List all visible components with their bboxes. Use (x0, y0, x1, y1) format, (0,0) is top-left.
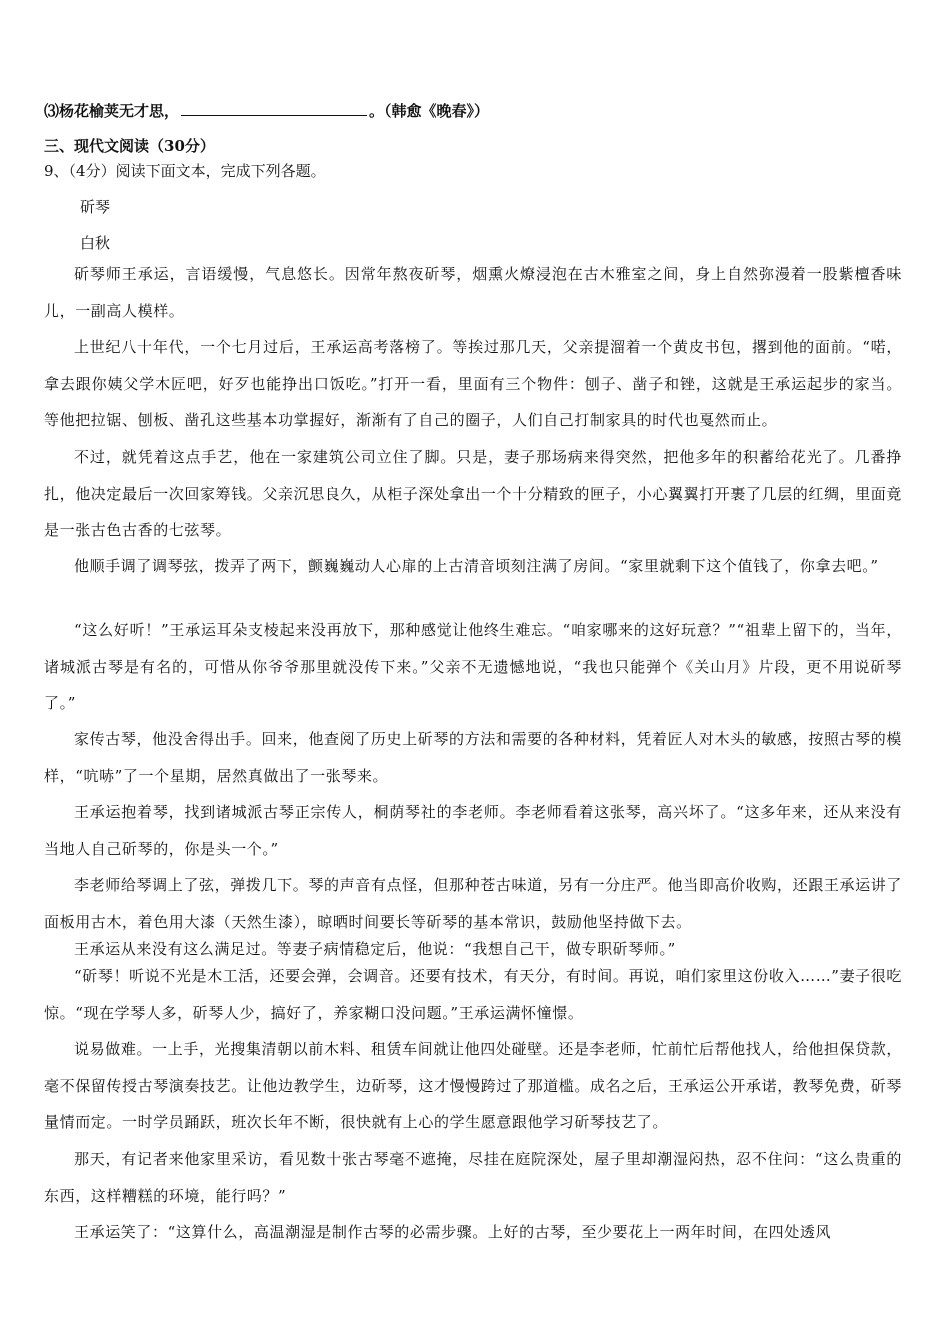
article-paragraph: 斫琴师王承运，言语缓慢，气息悠长。因常年熬夜斫琴，烟熏火燎浸泡在古木雅室之间，身上自然弥漫着一股紫檀香味儿，一副高人模样。 (44, 265, 902, 320)
section-3-title: 三、现代文阅读（30分） (44, 137, 215, 155)
question-8-item-3 (44, 100, 489, 121)
article-paragraph: 他顺手调了调琴弦，拨弄了两下，颤巍巍动人心扉的上古清音顷刻注满了房间。“家里就剩下这个值钱了，你拿去吧。” (74, 557, 879, 575)
article-paragraph: 王承运抱着琴，找到诸城派古琴正宗传人，桐荫琴社的李老师。李老师看着这张琴，高兴坏了。“这多年来，还从来没有当地人自己斫琴的，你是头一个。” (44, 803, 902, 858)
article-paragraph: 不过，就凭着这点手艺，他在一家建筑公司立住了脚。只是，妻子那场病来得突然，把他多年的积蓄给花光了。几番挣扎，他决定最后一次回家筹钱。父亲沉思良久，从柜子深处拿出一个十分精致的匣子，小心翼翼打开裹了几层的红绸，里面竟是一张古色古香的七弦琴。 (44, 448, 903, 540)
article-paragraph: 家传古琴，他没舍得出手。回来，他查阅了历史上斫琴的方法和需要的各种材料，凭着匠人对木头的敏感，按照古琴的模样，“吭哧”了一个星期，居然真做出了一张琴来。 (44, 730, 902, 785)
article-paragraph: “斫琴！听说不光是木工活，还要会弹，会调音。还要有技术，有天分，有时间。再说，咱们家里这份收入……”妻子很吃惊。“现在学琴人多，斫琴人少，搞好了，养家糊口没问题。”王承运满怀憧憬。 (44, 967, 902, 1022)
article-paragraph: 李老师给琴调上了弦，弹拨几下。琴的声音有点怪，但那种苍古味道，另有一分庄严。他当即高价收购，还跟王承运讲了面板用古木，着色用大漆（天然生漆），晾晒时间要长等斫琴的基本常识，鼓励他坚持做下去。 (44, 876, 902, 931)
article-paragraph: 那天，有记者来他家里采访，看见数十张古琴毫不遮掩，尽挂在庭院深处，屋子里却潮湿闷热，忍不住问：“这么贵重的东西，这样糟糕的环境，能行吗？” (44, 1150, 902, 1205)
article-author: 白秋 (80, 234, 111, 252)
article-paragraph: 上世纪八十年代，一个七月过后，王承运高考落榜了。等挨过那几天，父亲提溜着一个黄皮书包，撂到他的面前。“喏，拿去跟你姨父学木匠吧，好歹也能挣出口饭吃。”打开一看，里面有三个物件：刨子、凿子和锉，这就是王承运起步的家当。等他把拉锯、刨板、凿孔这些基本功掌握好，渐渐有了自己的圈子，人们自己打制家具的时代也戛然而止。 (44, 338, 902, 430)
article-paragraph: “这么好听！”王承运耳朵支棱起来没再放下，那种感觉让他终生难忘。“咱家哪来的这好玩意？”“祖辈上留下的，当年，诸城派古琴是有名的，可惜从你爷爷那里就没传下来。”父亲不无遗憾地说，“我也只能弹个《关山月》片段，更不用说斫琴了。” (44, 621, 902, 713)
answer-blank[interactable] (181, 101, 367, 116)
article-title: 斫琴 (80, 198, 111, 216)
article-paragraph: 王承运从来没有这么满足过。等妻子病情稳定后，他说：“我想自己干，做专职斫琴师。” (74, 940, 676, 958)
poem-source: 。（韩愈《晚春》） (369, 102, 490, 120)
article-paragraph: 王承运笑了：“这算什么，高温潮湿是制作古琴的必需步骤。上好的古琴，至少要花上一两年时间，在四处透风 (74, 1223, 832, 1241)
article-paragraph: 说易做难。一上手，光搜集清朝以前木料、租赁车间就让他四处碰壁。还是李老师，忙前忙后帮他找人，给他担保贷款，毫不保留传授古琴演奏技艺。让他边教学生，边斫琴，这才慢慢跨过了那道槛。成名之后，王承运公开承诺，教琴免费，斫琴量情而定。一时学员踊跃，班次长年不断，很快就有上心的学生愿意跟他学习斫琴技艺了。 (44, 1040, 903, 1132)
poem-line-prefix: ⑶杨花榆荚无才思， (44, 102, 180, 120)
question-9-prompt: 9、（4分）阅读下面文本，完成下列各题。 (44, 162, 326, 180)
